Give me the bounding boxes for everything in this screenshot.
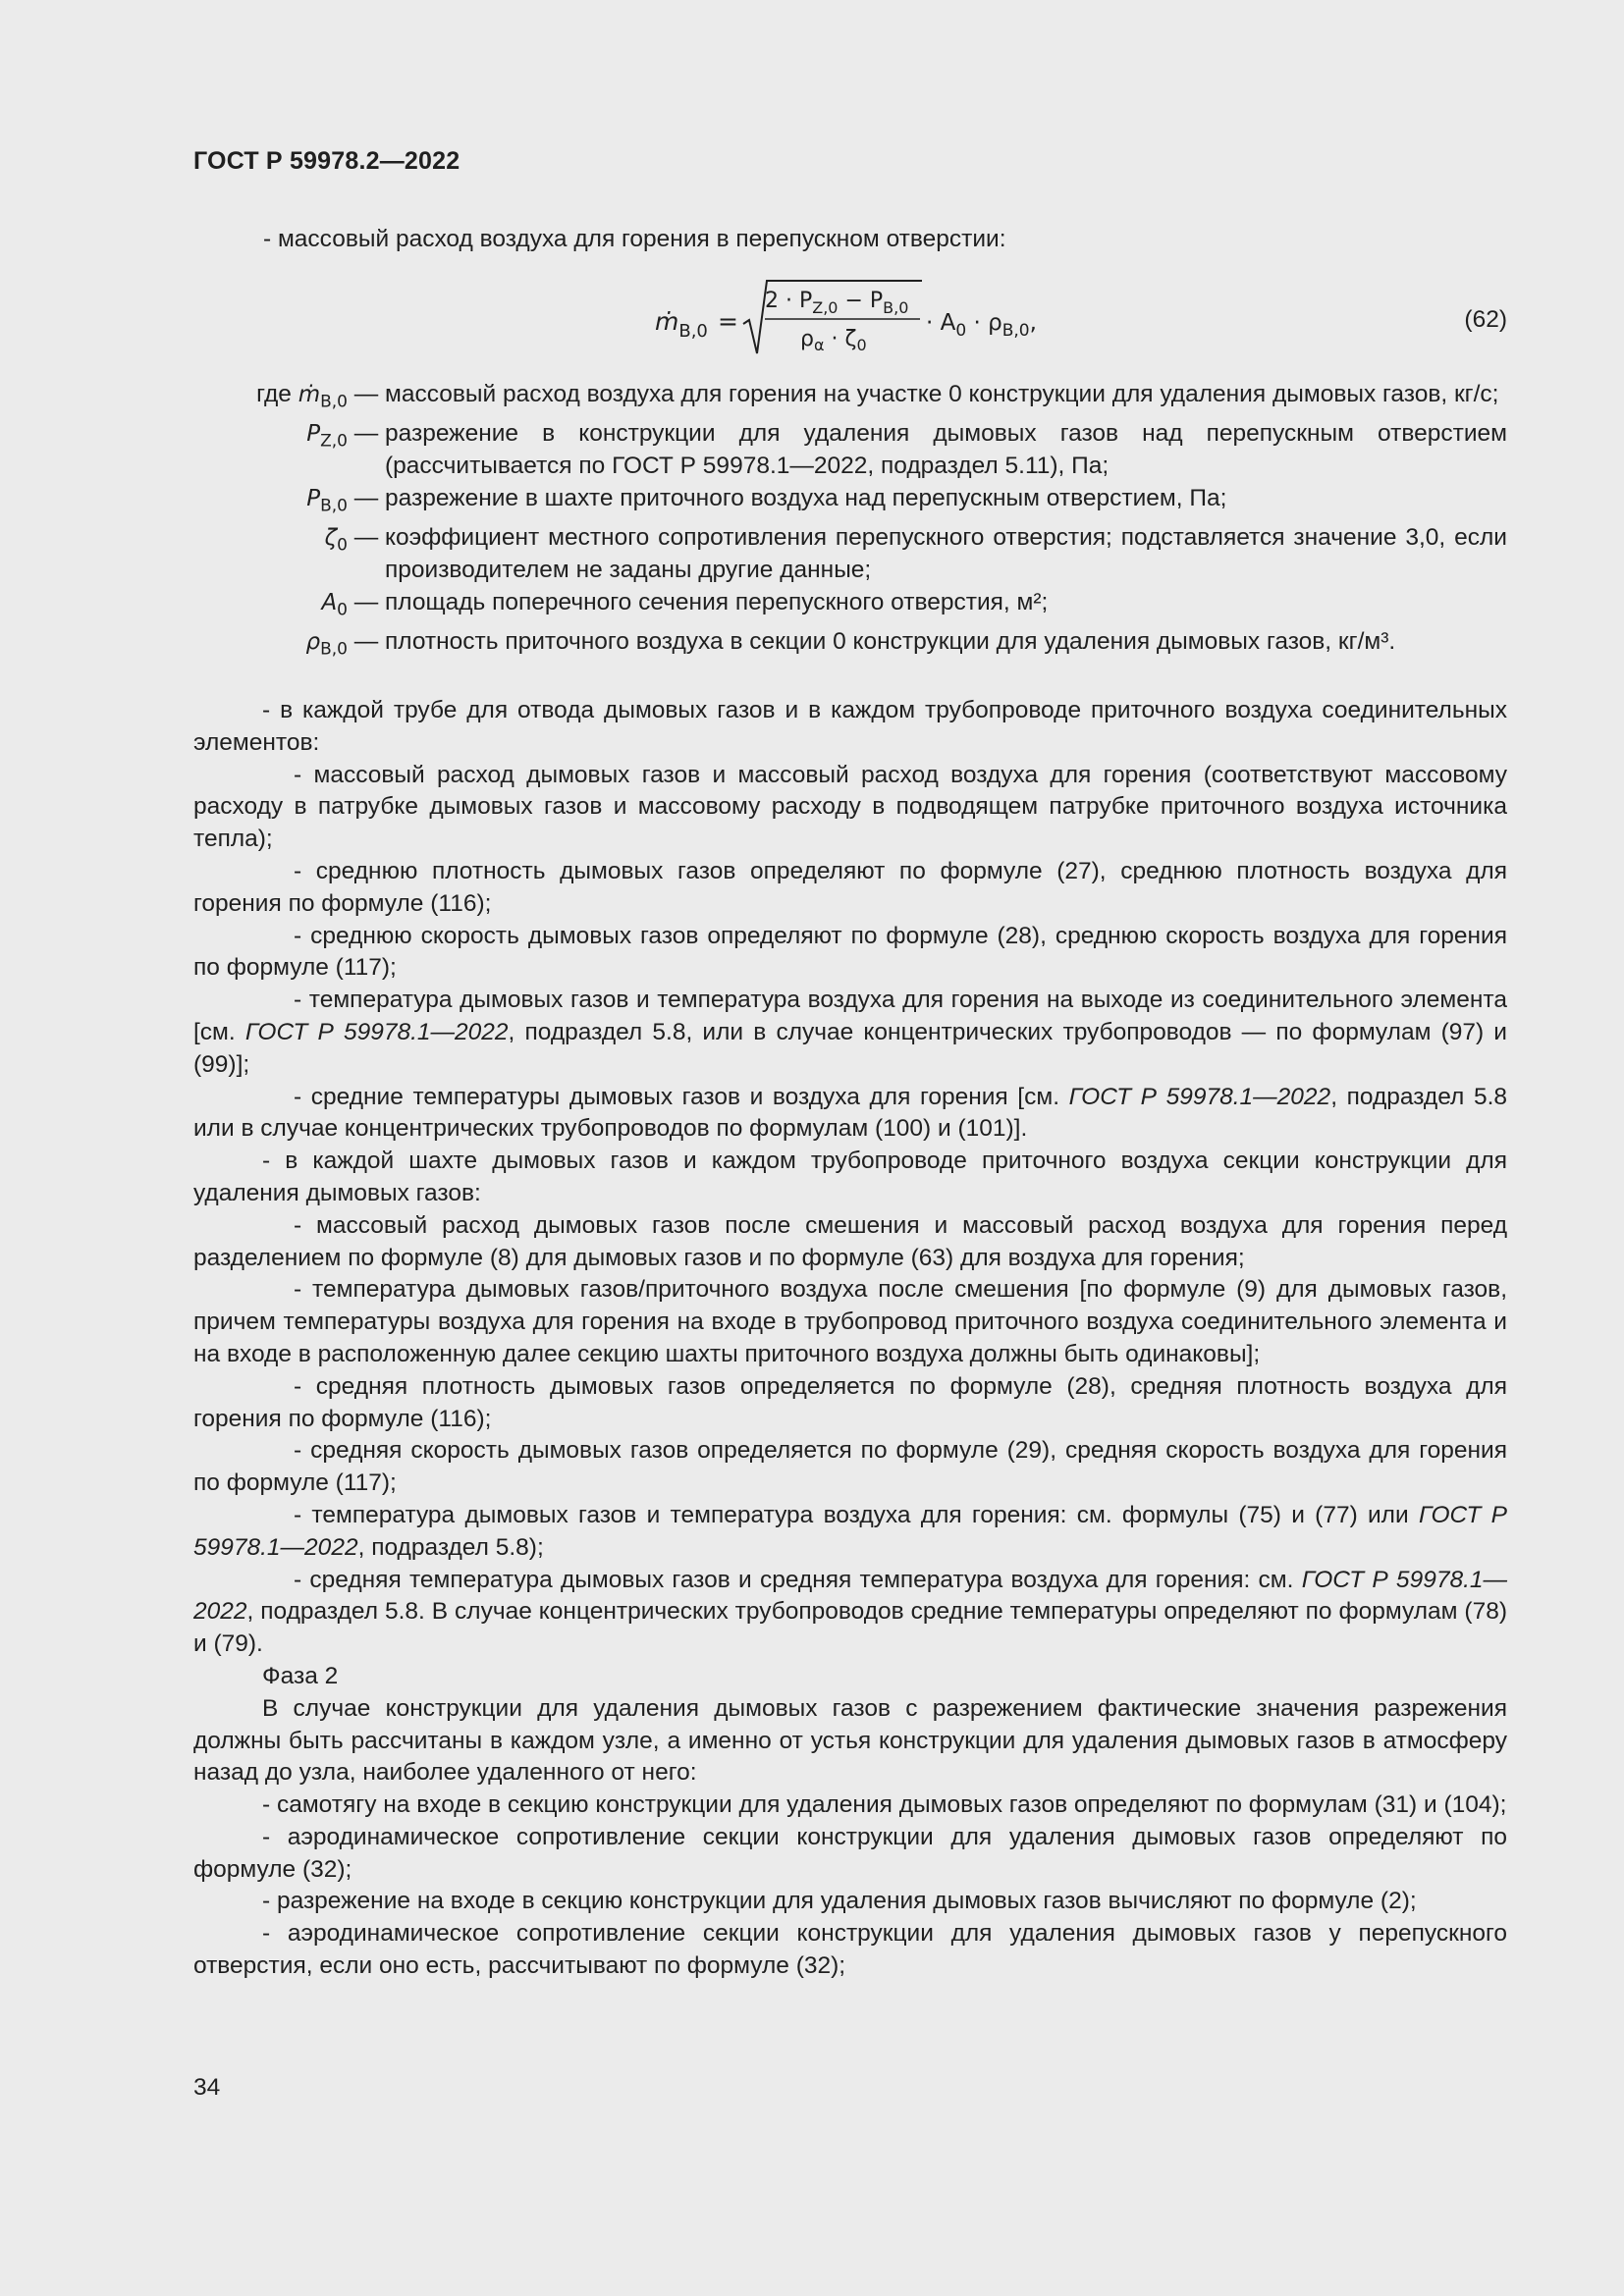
definition-item: где ṁ$_{B,0}$ — массовый расход воздуха для горения на участке 0 конструкции для удаления дымовых газов, кг/с; (167, 379, 1507, 418)
definition-item: $\rho_{B,0}$ — плотность приточного воздуха в секции 0 конструкции для удаления дымовых газов, кг/м³. (167, 626, 1507, 666)
formula-lhs: ṁ (655, 307, 679, 336)
formula-den: ρ (800, 327, 814, 351)
definition-item: $P_{Z,0}$ — разрежение в конструкции для удаления дымовых газов над перепускным отверстием (рассчитывается по ГОСТ Р 59978.1—2022, подраздел 5.11), Па; (167, 418, 1507, 483)
definition-text: площадь поперечного сечения перепускного отверстия, м²; (385, 588, 1049, 615)
formula-num-sub1: Z,0 (812, 298, 839, 317)
paragraph: - в каждой трубе для отвода дымовых газов и в каждом трубопроводе приточного воздуха соединительных элементов: (193, 697, 1507, 756)
paragraph: - средняя температура дымовых газов и средняя температура воздуха для горения: см. ГОСТ Р 59978.1—2022, подраздел 5.8. В случае концентрических трубопроводов средние температуры определяют по формулам (78) и (79). (193, 1566, 1507, 1658)
paragraph: - среднюю плотность дымовых газов определяют по формуле (27), среднюю плотность воздуха для горения по формуле (116); (193, 857, 1507, 917)
definition-item: $\zeta_0$ — коэффициент местного сопротивления перепускного отверстия; подставляется значение 3,0, если производителем не заданы другие данные; (167, 522, 1507, 587)
intro-text: - массовый расход воздуха для горения в перепускном отверстии: (263, 226, 1006, 252)
formula-den-sub2: 0 (856, 336, 867, 354)
body-text (193, 695, 1507, 1983)
definition-text: разрежение в конструкции для удаления дымовых газов над перепускным отверстием (рассчитывается по ГОСТ Р 59978.1—2022, подраздел 5.11), Па; (385, 420, 1507, 480)
svg-text:ρα · ζ0 (800, 327, 867, 354)
definition-text: плотность приточного воздуха в секции 0 конструкции для удаления дымовых газов, кг/м³. (385, 628, 1396, 656)
paragraph: - средняя скорость дымовых газов определяется по формуле (29), средняя скорость воздуха для горения по формуле (117); (193, 1437, 1507, 1497)
paragraph: - температура дымовых газов и температура воздуха для горения: см. формулы (75) и (77) или ГОСТ Р 59978.1—2022, подраздел 5.8); (193, 1501, 1507, 1561)
svg-text:=: = (718, 307, 738, 336)
paragraph: - в каждой шахте дымовых газов и каждом трубопроводе приточного воздуха секции конструкции для удаления дымовых газов: (193, 1148, 1507, 1206)
definition-symbol: $P_{B,0}$ (306, 485, 348, 516)
paragraph: - разрежение на входе в секцию конструкции для удаления дымовых газов вычисляют по формуле (2); (262, 1888, 1417, 1915)
formula-tail-a-sub: 0 (955, 321, 967, 341)
paragraph: - массовый расход дымовых газов и массовый расход воздуха для горения (соответствуют массовому расходу в патрубке дымовых газов и массовому расходу в подводящем патрубке приточного воздуха источника тепла); (193, 761, 1507, 853)
page-number: 34 (193, 2074, 221, 2101)
paragraph: - аэродинамическое сопротивление секции конструкции для удаления дымовых газов у перепускного отверстия, если оно есть, рассчитывают по формуле (32); (193, 1920, 1507, 1980)
definition-symbol: $A_0$ (321, 589, 348, 620)
formula-tail-end: , (1029, 310, 1037, 336)
paragraph: В случае конструкции для удаления дымовых газов с разрежением фактические значения разрежения должны быть рассчитаны в каждом узле, а именно от устья конструкции для удаления дымовых газов в атмосферу назад до узла, наиболее удаленного от него: (193, 1694, 1507, 1787)
paragraph: - температура дымовых газов/приточного воздуха после смешения [по формуле (9) для дымовых газов, причем температуры воздуха для горения на входе в трубопровод приточного воздуха соединительного элемента и на входе в расположенную далее секцию шахты приточного воздуха должны быть одинаковы]; (193, 1276, 1507, 1367)
svg-text:2 · PZ,0 − PB,0 (765, 289, 908, 317)
definition-symbol: $\zeta_0$ (324, 525, 348, 556)
definition-item: $A_0$ — площадь поперечного сечения перепускного отверстия, м²; (167, 587, 1507, 626)
paragraph: - средняя плотность дымовых газов определяется по формуле (28), средняя плотность воздуха для горения по формуле (116); (193, 1372, 1507, 1432)
definitions-list (167, 379, 1507, 667)
formula-num-sub2: B,0 (883, 298, 909, 317)
formula-tail-rho-sub: B,0 (1001, 321, 1030, 341)
definition-symbol: где ṁ$_{B,0}$ (256, 381, 348, 412)
definition-text: коэффициент местного сопротивления перепускного отверстия; подставляется значение 3,0, если производителем не заданы другие данные; (385, 524, 1507, 584)
paragraph: Фаза 2 (262, 1662, 339, 1689)
page-header: ГОСТ Р 59978.2—2022 (193, 147, 460, 175)
paragraph: - температура дымовых газов и температура воздуха для горения на выходе из соединительного элемента [см. ГОСТ Р 59978.1—2022, подраздел 5.8, или в случае концентрических трубопроводов — по формулам (97) и (99)]; (193, 987, 1507, 1078)
definition-item: $P_{B,0}$ — разрежение в шахте приточного воздуха над перепускным отверстием, Па; (167, 483, 1507, 522)
formula-num: 2 · P (765, 289, 813, 313)
svg-text:· A0 · ρB,0, (926, 310, 1037, 341)
formula-den-sub1: α (813, 336, 825, 354)
definition-text: разрежение в шахте приточного воздуха над перепускным отверстием, Па; (385, 484, 1227, 511)
definition-text: массовый расход воздуха для горения на участке 0 конструкции для удаления дымовых газов, кг/с; (385, 381, 1499, 407)
paragraph: - аэродинамическое сопротивление секции конструкции для удаления дымовых газов определяют по формуле (32); (193, 1823, 1507, 1883)
formula-minus: − P (838, 289, 884, 313)
formula-tail-a: · A (926, 310, 956, 336)
svg-text:ṁB,0 (655, 307, 708, 342)
formula-equation (655, 275, 1067, 365)
paragraph: - самотягу на входе в секцию конструкции для удаления дымовых газов определяют по формулам (31) и (104); (262, 1791, 1507, 1819)
formula-number: (62) (1464, 306, 1507, 333)
definition-symbol: $P_{Z,0}$ (306, 421, 348, 452)
paragraph: - среднюю скорость дымовых газов определяют по формуле (28), среднюю скорость воздуха для горения по формуле (117); (193, 922, 1507, 982)
formula-62 (193, 275, 1507, 365)
formula-lhs-sub: B,0 (678, 321, 708, 342)
definition-symbol: $\rho_{B,0}$ (305, 629, 348, 660)
formula-den-mid: · ζ (824, 327, 857, 351)
formula-tail-rho: · ρ (966, 310, 1002, 336)
paragraph: - массовый расход дымовых газов после смешения и массовый расход воздуха для горения перед разделением по формуле (8) для дымовых газов и по формуле (63) для воздуха для горения; (193, 1211, 1507, 1271)
paragraph: - средние температуры дымовых газов и воздуха для горения [см. ГОСТ Р 59978.1—2022, подраздел 5.8 или в случае концентрических трубопроводов по формулам (100) и (101)]. (193, 1083, 1507, 1143)
